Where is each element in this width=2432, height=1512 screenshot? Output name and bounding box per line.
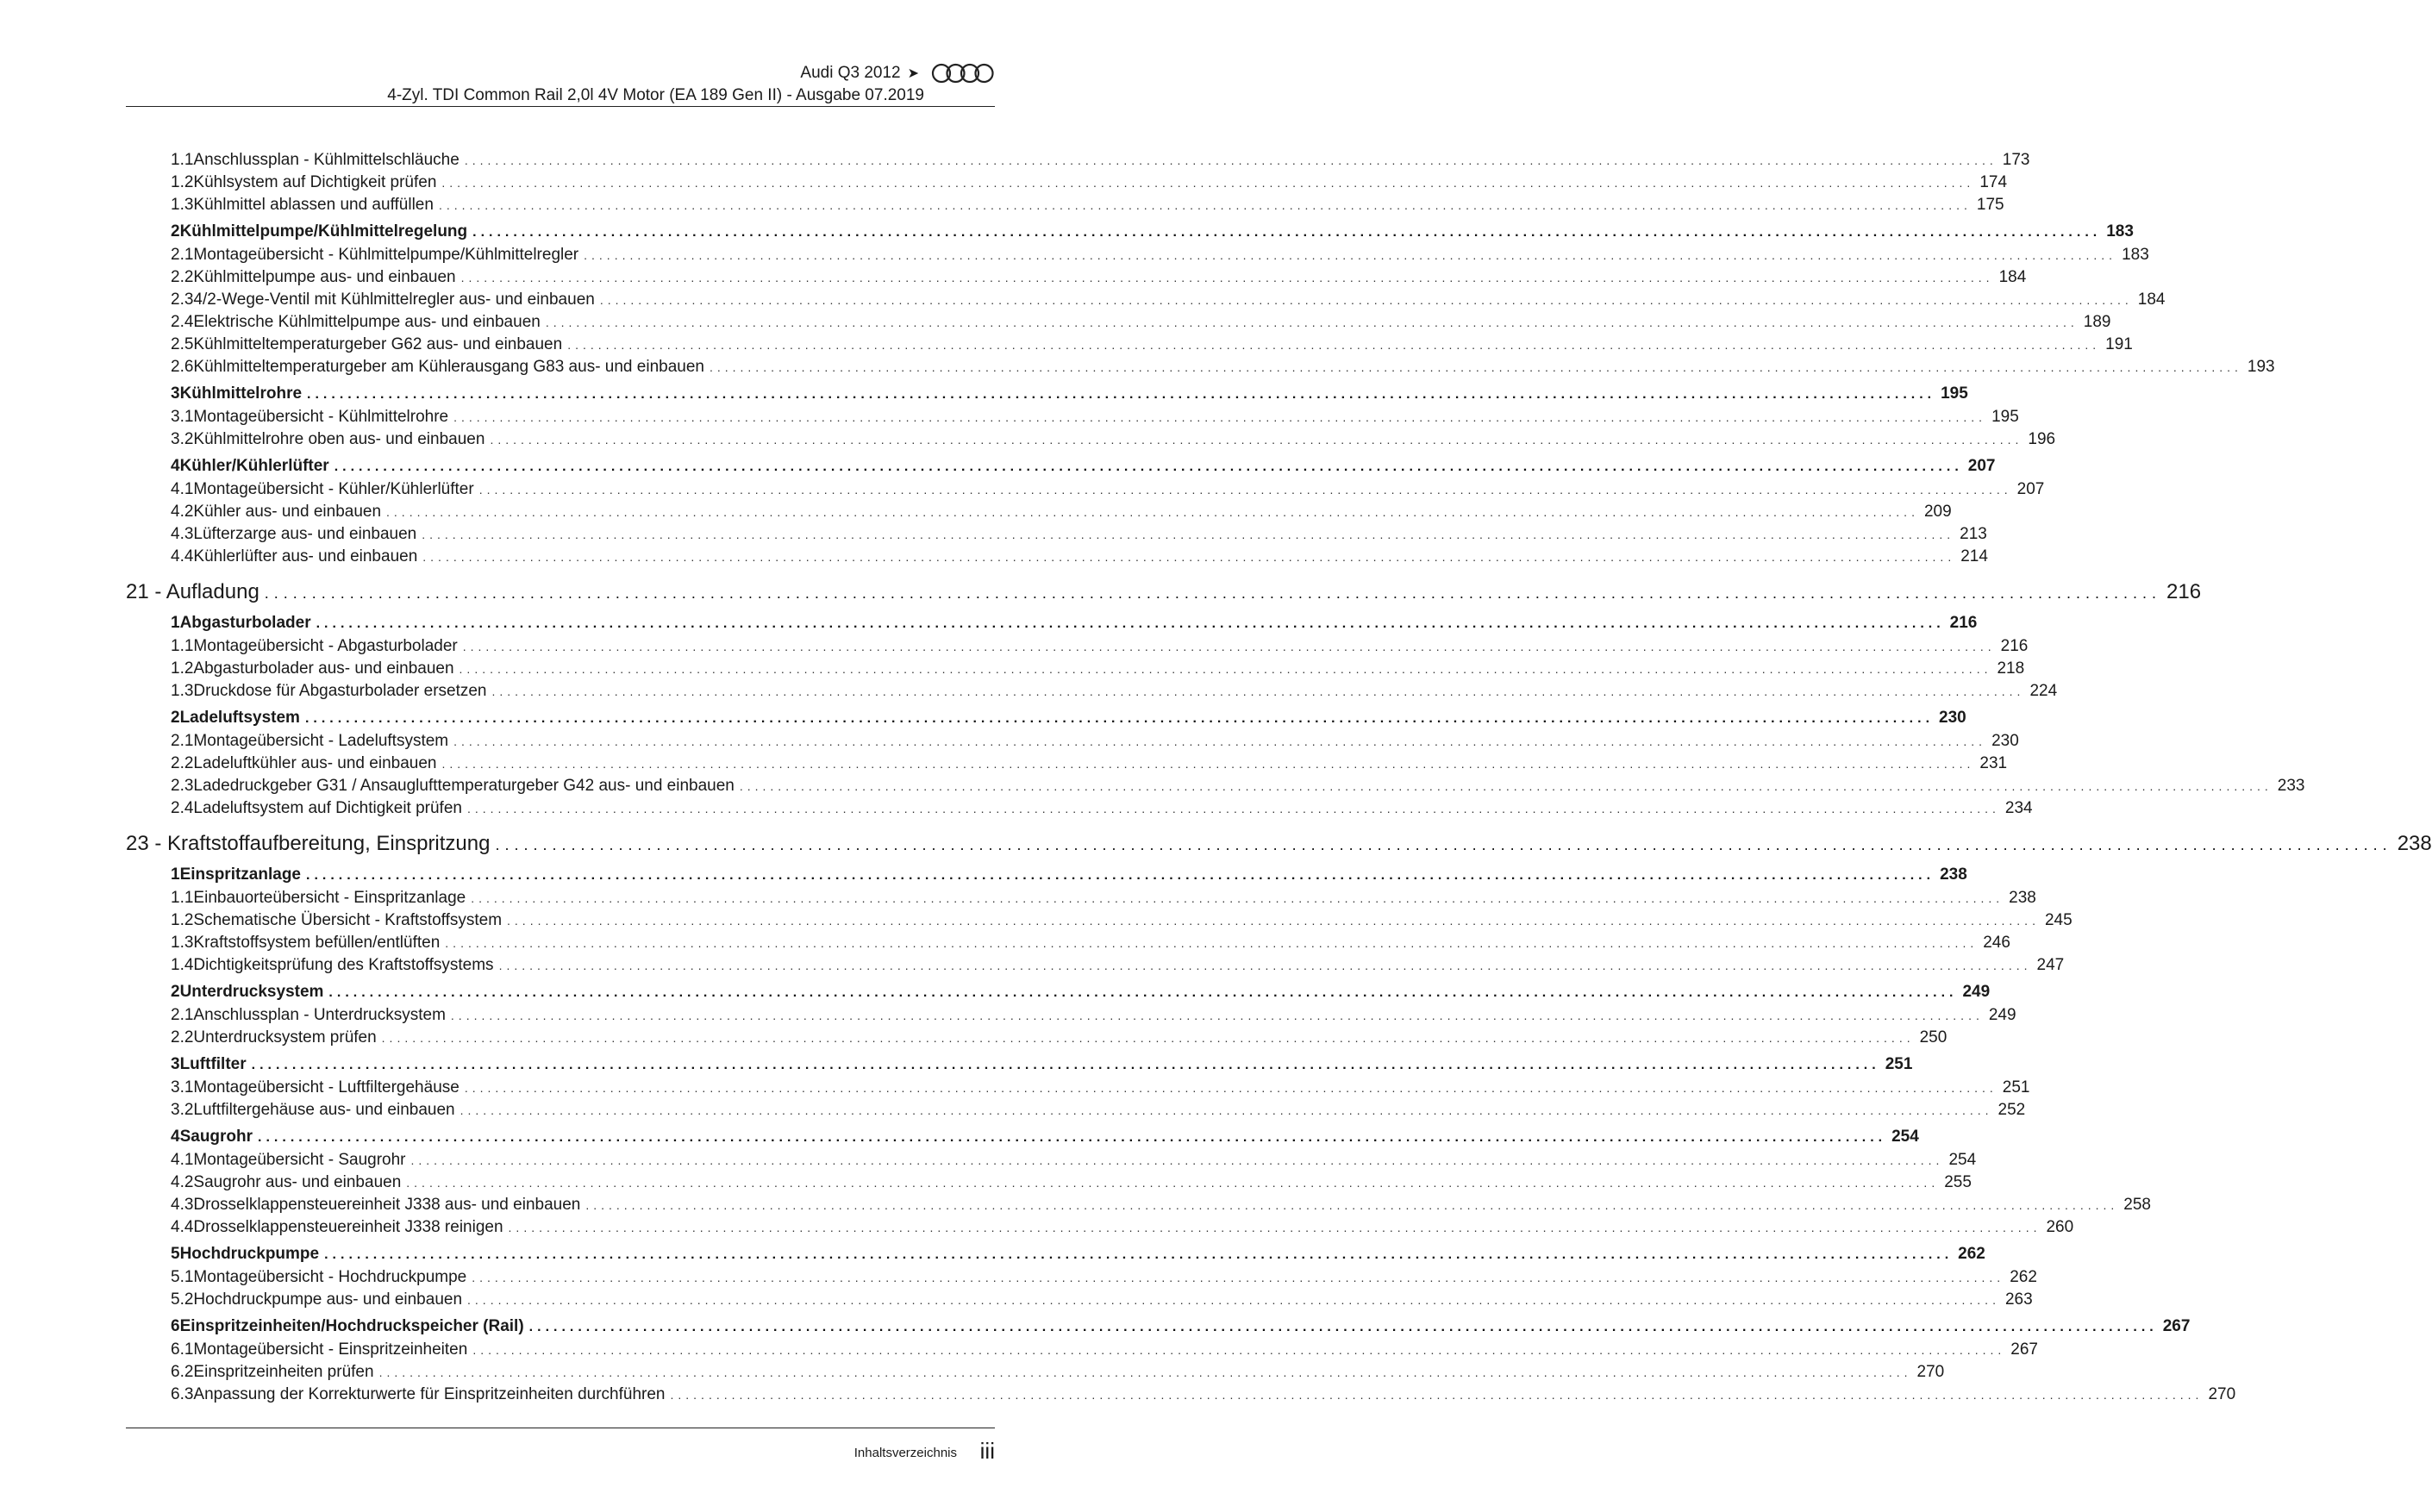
toc-item[interactable] [126,291,2166,313]
toc-number: 5.2 [126,1290,193,1309]
toc-page-number: 233 [2277,777,2305,795]
toc-number: 2.1 [126,246,193,265]
toc-title: Einbauorteübersicht - Einspritzanlage [193,889,466,907]
toc-dot-leader: ........................................................................................................................................................................................................ [304,711,1935,726]
toc-page-number: 267 [2010,1340,2038,1359]
toc-title: Ladedruckgeber G31 / Ansauglufttemperaturgeber G42 aus- und einbauen [193,777,735,795]
toc-item[interactable] [126,637,2029,659]
toc-title: Kühlerlüfter aus- und einbauen [193,547,418,565]
toc-title: Lüfterzarge aus- und einbauen [193,525,417,543]
toc-title: Kühlmittelrohre oben aus- und einbauen [193,430,485,448]
toc-item[interactable] [126,754,2008,777]
toc-title: 23 - Kraftstoffaufbereitung, Einspritzung [126,832,491,855]
toc-item[interactable] [126,525,1987,547]
toc-page-number: 245 [2044,911,2073,929]
toc-title: Luftfiltergehäuse aus- und einbauen [193,1101,455,1119]
toc-number: 1.2 [126,173,193,192]
toc-dot-leader: ........................................................................................................................................................................................................ [478,483,2012,497]
toc-item[interactable] [126,1218,2074,1240]
toc-dot-leader: ........................................................................................................................................................................................................ [709,360,2242,374]
toc-page-number: 216 [2166,580,2202,603]
toc-dot-leader: ........................................................................................................................................................................................................ [567,338,2101,352]
toc-dot-leader: ........................................................................................................................................................................................................ [324,1247,1954,1262]
toc-page-number: 270 [2208,1385,2236,1403]
toc-item[interactable] [126,335,2133,358]
toc-number: 1 [126,865,180,884]
toc-section[interactable] [126,222,2134,246]
toc-title: Dichtigkeitsprüfung des Kraftstoffsystems [193,956,494,974]
toc-item[interactable] [126,151,2030,173]
toc-dot-leader: ........................................................................................................................................................................................................ [460,271,1994,284]
toc-item[interactable] [126,268,2027,291]
toc-title: Kühler aus- und einbauen [193,503,382,521]
toc-item[interactable] [126,934,2010,956]
toc-title: Abgasturbolader aus- und einbauen [193,659,454,678]
toc-page-number: 193 [2247,358,2275,376]
toc-page-number: 230 [1939,709,1966,727]
toc-dot-leader: ........................................................................................................................................................................................................ [381,1031,1915,1045]
toc-item[interactable] [126,246,2149,268]
toc-page-number: 260 [2046,1218,2074,1236]
table-of-contents [126,151,2432,1408]
audi-rings-icon [931,62,995,84]
toc-section[interactable] [126,1055,1913,1078]
toc-title: Saugrohr aus- und einbauen [193,1173,402,1191]
toc-number: 2.4 [126,313,193,332]
toc-chapter[interactable] [126,832,2432,861]
toc-item[interactable] [126,1101,2026,1123]
toc-page-number: 175 [1976,196,2004,214]
toc-title: Ladeluftkühler aus- und einbauen [193,754,437,772]
toc-title: Montageübersicht - Ladeluftsystem [193,732,449,750]
toc-dot-leader: ........................................................................................................................................................................................................ [251,1058,1880,1072]
toc-dot-leader: ........................................................................................................................................................................................................ [507,914,2040,928]
toc-dot-leader: ........................................................................................................................................................................................................ [410,1153,1944,1167]
toc-number: 1.3 [126,196,193,215]
toc-dot-leader: ........................................................................................................................................................................................................ [508,1221,2041,1234]
toc-number: 1.3 [126,682,193,701]
toc-number: 6.1 [126,1340,193,1359]
toc-dot-leader: ........................................................................................................................................................................................................ [453,410,1987,424]
toc-number: 4.4 [126,547,193,566]
toc-item[interactable] [126,358,2275,380]
toc-dot-leader: ........................................................................................................................................................................................................ [495,836,2392,853]
toc-page-number: 234 [2004,799,2033,817]
toc-title: Einspritzeinheiten prüfen [193,1363,374,1381]
toc-dot-leader: ........................................................................................................................................................................................................ [445,936,1979,950]
toc-number: 2 [126,709,180,728]
toc-number: 4.3 [126,525,193,544]
toc-item[interactable] [126,196,2004,218]
toc-page-number: 231 [1979,754,2008,772]
toc-page-number: 191 [2105,335,2133,353]
toc-number: 4.1 [126,1151,193,1170]
toc-dot-leader: ........................................................................................................................................................................................................ [466,802,2000,815]
toc-section[interactable] [126,983,1991,1006]
toc-dot-leader: ........................................................................................................................................................................................................ [316,616,1945,631]
toc-number: 2.3 [126,291,193,309]
toc-title: Drosselklappensteuereinheit J338 reinigen [193,1218,503,1236]
toc-title: Kühlmitteltemperaturgeber am Kühlerausgang G83 aus- und einbauen [193,358,704,376]
toc-number: 5 [126,1245,180,1264]
toc-dot-leader: ........................................................................................................................................................................................................ [406,1176,1940,1190]
toc-item[interactable] [126,430,2056,453]
toc-page-number: 254 [1891,1128,1919,1146]
toc-page-number: 184 [1998,268,2027,286]
toc-page-number: 262 [2010,1268,2037,1286]
toc-page-number: 251 [1885,1055,1913,1073]
toc-item[interactable] [126,659,2025,682]
toc-page-number: 250 [1919,1028,1947,1047]
toc-item[interactable] [126,173,2008,196]
toc-page-number: 174 [1979,173,2008,191]
toc-dot-leader: ........................................................................................................................................................................................................ [306,868,1935,883]
toc-title: Montageübersicht - Kühlmittelrohre [193,408,449,426]
toc-dot-leader: ........................................................................................................................................................................................................ [307,387,1936,402]
toc-page-number: 224 [2029,682,2058,700]
toc-title: Kühlmitteltemperaturgeber G62 aus- und einbauen [193,335,563,353]
toc-dot-leader: ........................................................................................................................................................................................................ [528,1320,2158,1334]
toc-number: 2.1 [126,1006,193,1025]
toc-title: Schematische Übersicht - Kraftstoffsystem [193,911,503,929]
toc-dot-leader: ........................................................................................................................................................................................................ [264,584,2161,602]
toc-section[interactable] [126,709,1966,732]
toc-number: 1.2 [126,659,193,678]
toc-number: 5.1 [126,1268,193,1287]
toc-page-number: 189 [2083,313,2111,331]
toc-item[interactable] [126,732,2019,754]
toc-title: Hochdruckpumpe aus- und einbauen [193,1290,463,1309]
toc-page-number: 196 [2028,430,2056,448]
toc-item[interactable] [126,480,2045,503]
toc-dot-leader: ........................................................................................................................................................................................................ [258,1130,1887,1145]
toc-dot-leader: ........................................................................................................................................................................................................ [472,1343,2006,1357]
toc-section[interactable] [126,1128,1919,1151]
toc-item[interactable] [126,1006,2016,1028]
toc-number: 3.1 [126,1078,193,1097]
toc-title: Kraftstoffsystem befüllen/entlüften [193,934,441,952]
toc-page-number: 270 [1916,1363,1945,1381]
toc-item[interactable] [126,408,2019,430]
toc-page-number: 184 [2137,291,2166,309]
toc-item[interactable] [126,1151,1977,1173]
toc-number: 2.2 [126,1028,193,1047]
toc-page-number: 252 [1997,1101,2026,1119]
toc-page-number: 263 [2004,1290,2033,1309]
toc-number: 1.3 [126,934,193,953]
toc-page-number: 195 [1941,384,1968,403]
toc-section[interactable] [126,865,1967,889]
toc-dot-leader: ........................................................................................................................................................................................................ [498,959,2032,972]
toc-title: Kühlsystem auf Dichtigkeit prüfen [193,173,437,191]
toc-number: 4.4 [126,1218,193,1237]
toc-section[interactable] [126,1245,1985,1268]
toc-page-number: 258 [2123,1196,2151,1214]
toc-page-number: 247 [2036,956,2065,974]
toc-title: Unterdrucksystem [179,983,324,1001]
toc-title: Kühlmittelrohre [179,384,303,403]
toc-chapter[interactable] [126,580,2202,609]
toc-number: 4 [126,457,180,476]
header-subtitle: 4-Zyl. TDI Common Rail 2,0l 4V Motor (EA 189 Gen II) - Ausgabe 07.2019 [387,86,924,104]
header-rule [126,106,995,107]
header-title-line [800,60,995,86]
toc-page-number: 230 [1991,732,2019,750]
toc-dot-leader: ........................................................................................................................................................................................................ [599,293,2133,307]
toc-number: 2.4 [126,799,193,818]
toc-page-number: 249 [1962,983,1991,1001]
toc-title: Montageübersicht - Abgasturbolader [193,637,458,655]
toc-dot-leader: ........................................................................................................................................................................................................ [334,459,1963,474]
toc-page-number: 207 [1967,457,1996,475]
toc-dot-leader: ........................................................................................................................................................................................................ [670,1388,2204,1402]
toc-dot-leader: ........................................................................................................................................................................................................ [472,1271,2005,1284]
toc-dot-leader: ........................................................................................................................................................................................................ [422,550,1956,564]
toc-number: 3.2 [126,1101,193,1120]
toc-dot-leader: ........................................................................................................................................................................................................ [464,153,1997,167]
toc-number: 2 [126,222,180,241]
toc-item[interactable] [126,1268,2037,1290]
toc-section[interactable] [126,384,1968,408]
toc-number: 3 [126,1055,180,1074]
toc-title: Kühlmittelpumpe aus- und einbauen [193,268,456,286]
toc-item[interactable] [126,1196,2151,1218]
toc-number: 3 [126,384,180,403]
toc-title: Anschlussplan - Kühlmittelschläuche [193,151,460,169]
toc-number: 3.1 [126,408,193,427]
toc-page-number: 238 [1940,865,1967,884]
toc-page-number: 246 [1983,934,2010,952]
toc-number: 6 [126,1317,180,1336]
toc-title: Montageübersicht - Kühlmittelpumpe/Kühlmittelregler [193,246,579,264]
toc-page-number: 209 [1923,503,1952,521]
toc-number: 3.2 [126,430,193,449]
toc-title: Abgasturbolader [179,614,311,632]
toc-title: Druckdose für Abgasturbolader ersetzen [193,682,487,700]
arrow-icon: ➤ [907,66,919,81]
toc-number: 1.2 [126,911,193,930]
toc-number: 4.3 [126,1196,193,1215]
toc-page-number: 249 [1988,1006,2016,1024]
toc-item[interactable] [126,1363,1945,1385]
toc-item[interactable] [126,956,2065,978]
toc-title: Montageübersicht - Saugrohr [193,1151,406,1169]
toc-number: 1.1 [126,151,193,170]
toc-dot-leader: ........................................................................................................................................................................................................ [585,1198,2119,1212]
toc-page-number: 255 [1944,1173,1972,1191]
toc-dot-leader: ........................................................................................................................................................................................................ [545,316,2079,329]
toc-page-number: 213 [1960,525,1987,543]
toc-number: 4 [126,1128,180,1146]
toc-page-number: 251 [2002,1078,2030,1097]
toc-dot-leader: ........................................................................................................................................................................................................ [472,225,2102,240]
toc-dot-leader: ........................................................................................................................................................................................................ [459,662,1992,676]
toc-item[interactable] [126,889,2036,911]
toc-dot-leader: ........................................................................................................................................................................................................ [584,248,2117,262]
toc-page-number: 183 [2122,246,2149,264]
toc-title: 4/2-Wege-Ventil mit Kühlmittelregler aus- und einbauen [193,291,595,309]
toc-page-number: 173 [2002,151,2030,169]
toc-section[interactable] [126,614,1978,637]
toc-number: 6.3 [126,1385,193,1404]
toc-title: Ladeluftsystem auf Dichtigkeit prüfen [193,799,462,817]
toc-item[interactable] [126,1340,2038,1363]
toc-title: Kühlmittelpumpe/Kühlmittelregelung [179,222,468,241]
toc-number: 2.3 [126,777,193,796]
toc-number: 4.2 [126,503,193,522]
toc-page-number: 218 [1997,659,2025,678]
toc-item[interactable] [126,1078,2030,1101]
toc-title: Anschlussplan - Unterdrucksystem [193,1006,446,1024]
toc-title: Montageübersicht - Kühler/Kühlerlüfter [193,480,474,498]
toc-item[interactable] [126,1028,1947,1051]
toc-page-number: 262 [1958,1245,1985,1263]
toc-number: 4.1 [126,480,193,499]
toc-number: 2.1 [126,732,193,751]
toc-page-number: 183 [2106,222,2134,241]
toc-dot-leader: ........................................................................................................................................................................................................ [328,985,1958,1000]
toc-item[interactable] [126,682,2058,704]
toc-number: 2 [126,983,180,1002]
toc-number: 2.2 [126,268,193,287]
toc-dot-leader: ........................................................................................................................................................................................................ [386,505,1919,519]
toc-title: Montageübersicht - Einspritzeinheiten [193,1340,468,1359]
toc-dot-leader: ........................................................................................................................................................................................................ [464,1081,1997,1095]
toc-dot-leader: ........................................................................................................................................................................................................ [450,1009,1984,1022]
toc-dot-leader: ........................................................................................................................................................................................................ [441,176,1975,190]
toc-dot-leader: ........................................................................................................................................................................................................ [491,684,2025,698]
toc-number: 2.2 [126,754,193,773]
toc-item[interactable] [126,777,2305,799]
toc-number: 2.5 [126,335,193,354]
toc-title: Drosselklappensteuereinheit J338 aus- und einbauen [193,1196,581,1214]
toc-item[interactable] [126,1290,2033,1313]
toc-title: Hochdruckpumpe [179,1245,320,1263]
toc-item[interactable] [126,1173,1972,1196]
toc-title: Ladeluftsystem [179,709,300,727]
toc-page-number: 216 [2000,637,2029,655]
toc-title: Luftfilter [179,1055,247,1073]
toc-dot-leader: ........................................................................................................................................................................................................ [441,757,1975,771]
toc-item[interactable] [126,547,1988,570]
toc-dot-leader: ........................................................................................................................................................................................................ [422,528,1955,541]
toc-page-number: 254 [1948,1151,1977,1169]
toc-item[interactable] [126,1385,2236,1408]
toc-item[interactable] [126,313,2111,335]
toc-title: Kühler/Kühlerlüfter [179,457,329,475]
toc-dot-leader: ........................................................................................................................................................................................................ [462,640,1996,653]
toc-dot-leader: ........................................................................................................................................................................................................ [490,433,2023,447]
toc-title: Unterdrucksystem prüfen [193,1028,377,1047]
toc-title: Saugrohr [179,1128,253,1146]
toc-number: 1 [126,614,180,633]
toc-dot-leader: ........................................................................................................................................................................................................ [460,1103,1993,1117]
toc-item[interactable] [126,911,2073,934]
toc-item[interactable] [126,503,1952,525]
toc-page-number: 216 [1949,614,1978,632]
toc-section[interactable] [126,457,1996,480]
toc-dot-leader: ........................................................................................................................................................................................................ [378,1365,1912,1379]
toc-item[interactable] [126,799,2033,822]
toc-page-number: 267 [2162,1317,2191,1335]
toc-number: 2.6 [126,358,193,377]
toc-title: Montageübersicht - Hochdruckpumpe [193,1268,467,1286]
toc-page-number: 207 [2016,480,2045,498]
toc-dot-leader: ........................................................................................................................................................................................................ [453,734,1987,748]
footer-page-number: iii [979,1438,995,1464]
toc-dot-leader: ........................................................................................................................................................................................................ [467,1293,2000,1307]
toc-dot-leader: ........................................................................................................................................................................................................ [739,779,2273,793]
toc-title: Montageübersicht - Luftfiltergehäuse [193,1078,460,1097]
toc-number: 1.1 [126,637,193,656]
toc-page-number: 238 [2397,832,2432,855]
toc-title: Einspritzanlage [179,865,301,884]
toc-section[interactable] [126,1317,2191,1340]
toc-number: 4.2 [126,1173,193,1192]
toc-title: 21 - Aufladung [126,580,259,603]
toc-title: Kühlmittel ablassen und auffüllen [193,196,434,214]
toc-dot-leader: ........................................................................................................................................................................................................ [471,891,2004,905]
toc-number: 1.1 [126,889,193,908]
footer-label: Inhaltsverzeichnis [853,1446,957,1460]
toc-page-number: 214 [1960,547,1988,565]
toc-number: 1.4 [126,956,193,975]
toc-page-number: 195 [1991,408,2019,426]
toc-title: Einspritzeinheiten/Hochdruckspeicher (Rail) [179,1317,524,1335]
toc-page-number: 238 [2009,889,2036,907]
toc-number: 6.2 [126,1363,193,1382]
toc-title: Elektrische Kühlmittelpumpe aus- und einbauen [193,313,541,331]
header-title: Audi Q3 2012 [800,64,901,82]
toc-dot-leader: ........................................................................................................................................................................................................ [438,198,1972,212]
toc-title: Anpassung der Korrekturwerte für Einspritzeinheiten durchführen [193,1385,666,1403]
